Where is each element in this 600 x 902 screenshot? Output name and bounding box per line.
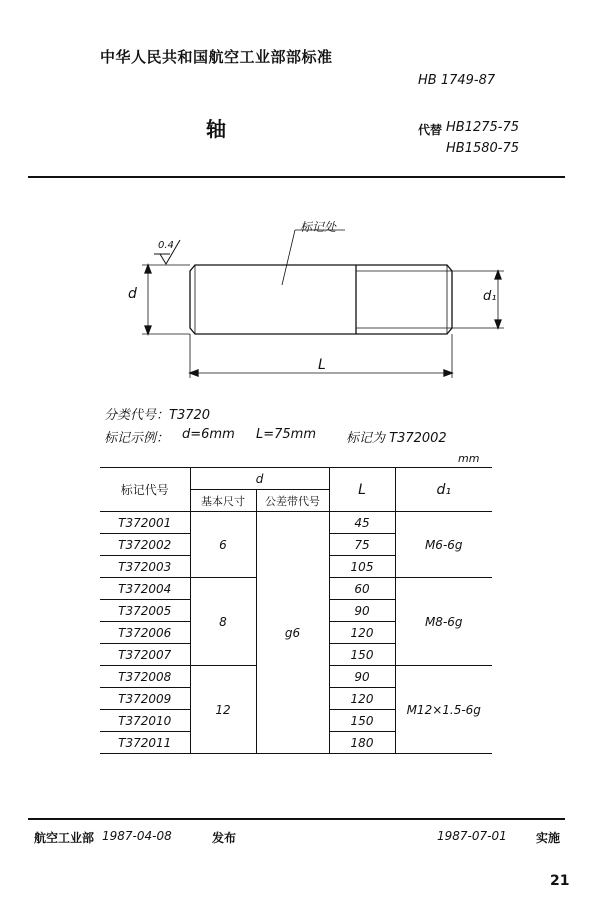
row-code: T372005	[100, 600, 190, 622]
row-L: 120	[329, 622, 395, 644]
replaces-std-2: HB1580-75	[446, 141, 520, 156]
table-unit: mm	[458, 452, 480, 465]
table-row	[100, 512, 492, 534]
row-L: 105	[329, 556, 395, 578]
part-name: 轴	[206, 117, 226, 141]
tolerance-code: g6	[256, 512, 329, 754]
thread-d1: M12×1.5-6g	[395, 666, 492, 754]
footer-impl-label: 实施	[536, 831, 561, 845]
row-code: T372009	[100, 688, 190, 710]
marking-label: 标记处	[300, 220, 337, 234]
row-L: 150	[329, 710, 395, 732]
header-tol: 公差带代号	[256, 490, 329, 512]
header-L: L	[329, 468, 395, 512]
row-code: T372011	[100, 732, 190, 754]
example-mark: 标记为 T372002	[346, 431, 447, 446]
row-L: 180	[329, 732, 395, 754]
dim-d-label: d	[128, 286, 137, 302]
header-code: 标记代号	[100, 468, 190, 512]
example-d: d=6mm	[182, 427, 235, 442]
row-L: 90	[329, 666, 395, 688]
header-basic: 基本尺寸	[190, 490, 256, 512]
basic-size: 6	[190, 512, 256, 578]
thread-d1: M8-6g	[395, 578, 492, 666]
row-code: T372001	[100, 512, 190, 534]
roughness-value: 0.4	[158, 240, 174, 251]
replaces-label: 代替	[418, 123, 443, 137]
header-d: d	[190, 468, 329, 490]
row-code: T372003	[100, 556, 190, 578]
row-code: T372004	[100, 578, 190, 600]
row-code: T372010	[100, 710, 190, 732]
dim-L-label: L	[318, 357, 326, 373]
spec-table	[100, 467, 492, 754]
example-L: L=75mm	[256, 427, 317, 442]
row-L: 60	[329, 578, 395, 600]
footer-issue-date: 1987-04-08	[102, 829, 172, 843]
standard-number: HB 1749-87	[418, 73, 496, 88]
row-L: 90	[329, 600, 395, 622]
row-L: 75	[329, 534, 395, 556]
example-label: 标记示例：	[104, 431, 170, 446]
classification-code: 分类代号：T3720	[104, 408, 211, 423]
row-L: 120	[329, 688, 395, 710]
header-d1: d₁	[395, 468, 492, 512]
row-code: T372002	[100, 534, 190, 556]
footer-issuer: 航空工业部	[34, 831, 95, 845]
row-code: T372008	[100, 666, 190, 688]
footer-rule	[28, 818, 565, 820]
row-code: T372007	[100, 644, 190, 666]
thread-d1: M6-6g	[395, 512, 492, 578]
header-rule	[28, 176, 565, 178]
dim-d1-label: d₁	[483, 289, 497, 304]
row-L: 45	[329, 512, 395, 534]
replaces-std-1: HB1275-75	[446, 120, 520, 135]
basic-size: 8	[190, 578, 256, 666]
org-title: 中华人民共和国航空工业部部标准	[100, 48, 333, 66]
row-code: T372006	[100, 622, 190, 644]
page-number: 21	[550, 873, 570, 889]
footer-impl-date: 1987-07-01	[437, 829, 507, 843]
footer-issue-label: 发布	[212, 831, 237, 845]
basic-size: 12	[190, 666, 256, 754]
row-L: 150	[329, 644, 395, 666]
